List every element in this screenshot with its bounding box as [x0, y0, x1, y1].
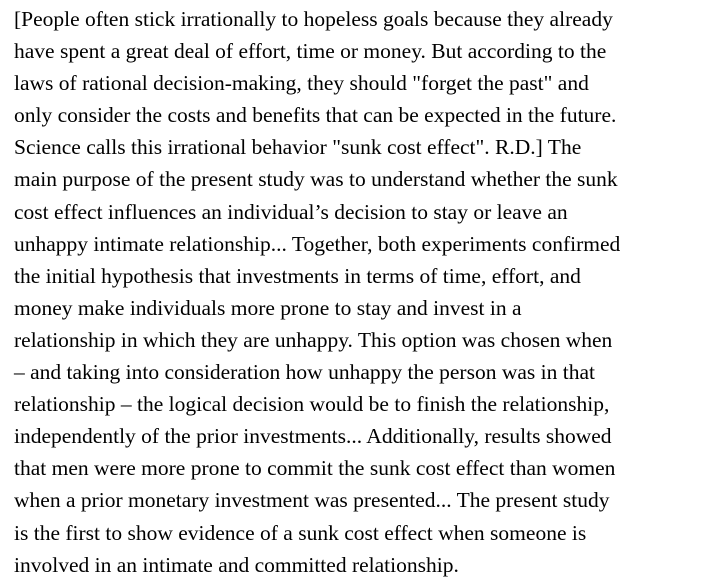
- text-line: money make individuals more prone to stay and invest in a: [14, 295, 522, 320]
- text-line: that men were more prone to commit the sunk cost effect than women: [14, 456, 616, 481]
- text-line: laws of rational decision-making, they should "forget the past" and: [14, 71, 589, 96]
- text-line: cost effect influences an individual’s decision to stay or leave an: [14, 199, 568, 224]
- document-body: [14, 3, 714, 581]
- text-line: – and taking into consideration how unhappy the person was in that: [14, 360, 595, 385]
- text-line: relationship in which they are unhappy. This option was chosen when: [14, 327, 613, 352]
- text-line: [People often stick irrationally to hopeless goals because they already: [14, 7, 613, 31]
- text-line: independently of the prior investments... Additionally, results showed: [14, 424, 612, 449]
- text-line: main purpose of the present study was to understand whether the sunk: [14, 167, 618, 192]
- text-line: Science calls this irrational behavior "sunk cost effect". R.D.] The: [14, 135, 582, 160]
- text-line: only consider the costs and benefits that can be expected in the future.: [14, 103, 617, 128]
- text-line: unhappy intimate relationship... Together, both experiments confirmed: [14, 231, 621, 256]
- text-line: when a prior monetary investment was presented... The present study: [14, 488, 610, 513]
- text-line: relationship – the logical decision would be to finish the relationship,: [14, 392, 610, 417]
- text-line: involved in an intimate and committed relationship.: [14, 552, 459, 577]
- text-line: the initial hypothesis that investments in terms of time, effort, and: [14, 263, 581, 288]
- text-line: is the first to show evidence of a sunk cost effect when someone is: [14, 520, 587, 545]
- text-line: have spent a great deal of effort, time or money. But according to the: [14, 39, 607, 64]
